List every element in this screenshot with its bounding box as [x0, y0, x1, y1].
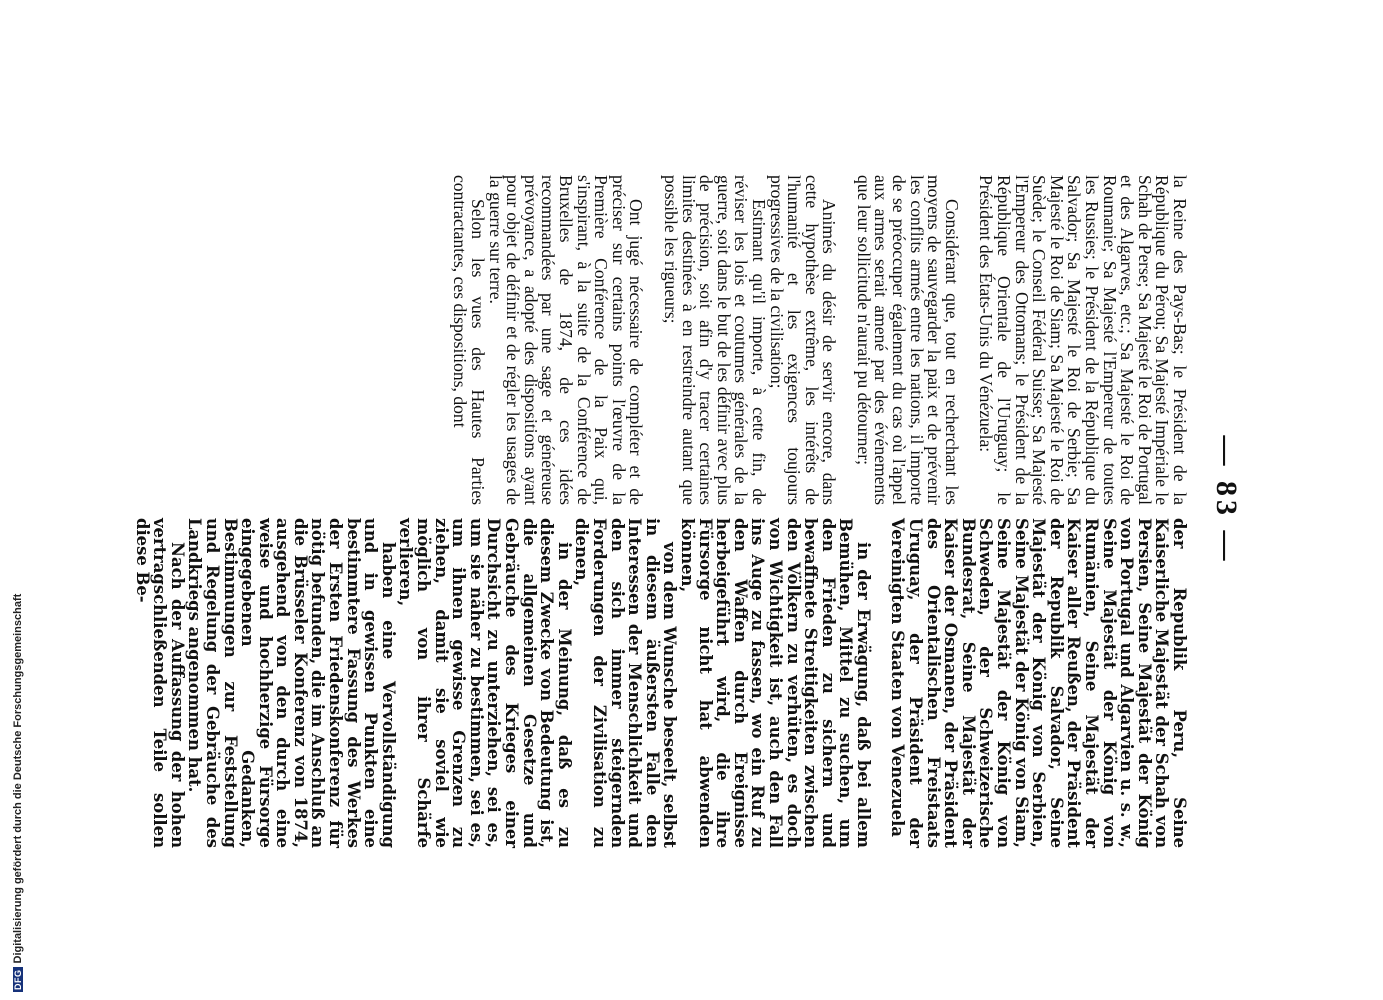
german-paragraph: in der Erwägung, daß bei allem Bemühen, Mittel zu suchen, um den Frieden zu sichern und bewaffnete Streitigkeiten zwischen den Völkern zu verhüten, es doch von Wichtigkeit ist, auch den Fall ins Auge zu fassen, wo ein Ruf zu den Waffen durch Ereignisse herbeigeführt wird, die ihre Fürsorge nicht hat abwenden können,	[677, 518, 873, 848]
german-paragraph: Nach der Auffassung der hohen vertragschließenden Teile sollen diese Be-	[132, 518, 187, 848]
german-paragraph: der Republik Peru, Seine Kaiserliche Majestät der Schah von Persien, Seine Majestät der König von Portugal und Algarvien u. s. w., Seine Majestät der König von Rumänien, Seine Majestät der Kaiser aller Reußen, der Präsident der Republik Salvador, Seine Majestät der König von Serbien, Seine Majestät der König von Siam, Seine Majestät der König von Schweden, der Schweizerische Bundesrat, Seine Majestät der Kaiser der Osmanen, der Präsident des Orientalischen Freistaats Uruguay, der Präsident der Vereinigten Staaten von Venezuela	[888, 518, 1189, 848]
german-paragraph: in der Meinung, daß es zu diesem Zwecke von Bedeutung ist, die allgemeinen Gesetze und Gebräuche des Krieges einer Durchsicht zu unterziehen, sei es, um sie näher zu bestimmen, sei es, um ihnen gewisse Grenzen zu ziehen, damit sie soviel wie möglich von ihrer Schärfe verlieren,	[396, 518, 574, 848]
digitization-footer	[0, 0, 24, 1000]
french-paragraph: la Reine des Pays-Bas; le Président de la République du Pérou; Sa Majesté Impériale le Schah de Perse; Sa Majesté le Roi de Portugal et des Algarves, etc.; Sa Majesté le Roi de Roumanie; Sa Majesté l'Empereur de toutes les Russies; le Président de la République du Salvador; Sa Majesté le Roi de Serbie; Sa Majesté le Roi de Siam; Sa Majesté le Roi de Suède; le Conseil Fédéral Suisse; Sa Majesté l'Empereur des Ottomans; le Président de la République Orientale de l'Uruguay; le Président des États-Unis du Vénézuela:	[976, 175, 1190, 505]
german-paragraph: haben eine Vervollständigung und in gewissen Punkten eine bestimmtere Fassung des Werkes der Ersten Friedenskonferenz für nötig befunden, die im Anschluß an die Brüsseler Konferenz von 1874, ausgehend von den durch eine weise und hochherzige Fürsorge eingegebenen Gedanken, Bestimmungen zur Feststellung und Regelung der Gebräuche des Landkriegs angenommen hat.	[185, 518, 398, 848]
paragraph-spacer	[960, 175, 977, 505]
paragraph-spacer	[644, 175, 661, 505]
french-text-column	[451, 175, 1188, 505]
dfg-logo-icon: DFG	[13, 969, 23, 990]
german-text-column	[133, 518, 1188, 848]
page-number: — 83 —	[1210, 435, 1243, 565]
german-paragraph: von dem Wunsche beseelt, selbst in diesem äußersten Falle den Interessen der Menschlichkeit und den sich immer steigernden Forderungen der Zivilisation zu dienen,	[572, 518, 680, 848]
footer-credit-line	[12, 0, 24, 1000]
french-paragraph: Selon les vues des Hautes Parties contractantes, ces dispositions, dont	[450, 175, 489, 505]
footer-credit-text: Digitalisierung gefördert durch die Deutsche Forschungsgemeinschaft	[12, 593, 24, 964]
french-paragraph: Considérant que, tout en recherchant les moyens de sauvegarder la paix et de prévenir les conflits armés entre les nations, il importe de se préoccuper également du cas où l'appel aux armes serait amené par des événements que leur sollicitude n'aurait pu détourner;	[853, 175, 962, 505]
paragraph-spacer	[872, 518, 889, 848]
french-paragraph: Animés du désir de servir encore, dans cette hypothèse extrême, les intérêts de l'humanité et les exigences toujours progressives de la civilisation;	[766, 175, 840, 505]
paragraph-spacer	[837, 175, 854, 505]
french-paragraph: Ont jugé nécessaire de compléter et de préciser sur certains points l'œuvre de la Première Conférence de la Paix qui, s'inspirant, à la suite de la Conférence de Bruxelles de 1874, de ces idées recommandées par une sage et généreuse prévoyance, a adopté des dispositions ayant pour objet de définir et de régler les usages de la guerre sur terre.	[485, 175, 647, 505]
french-paragraph: Estimant qu'il importe, à cette fin, de réviser les lois et coutumes générales de la guerre, soit dans le but de les définir avec plus de précision, soit afin d'y tracer certaines limites destinées à en restreindre autant que possible les rigueurs;	[660, 175, 769, 505]
